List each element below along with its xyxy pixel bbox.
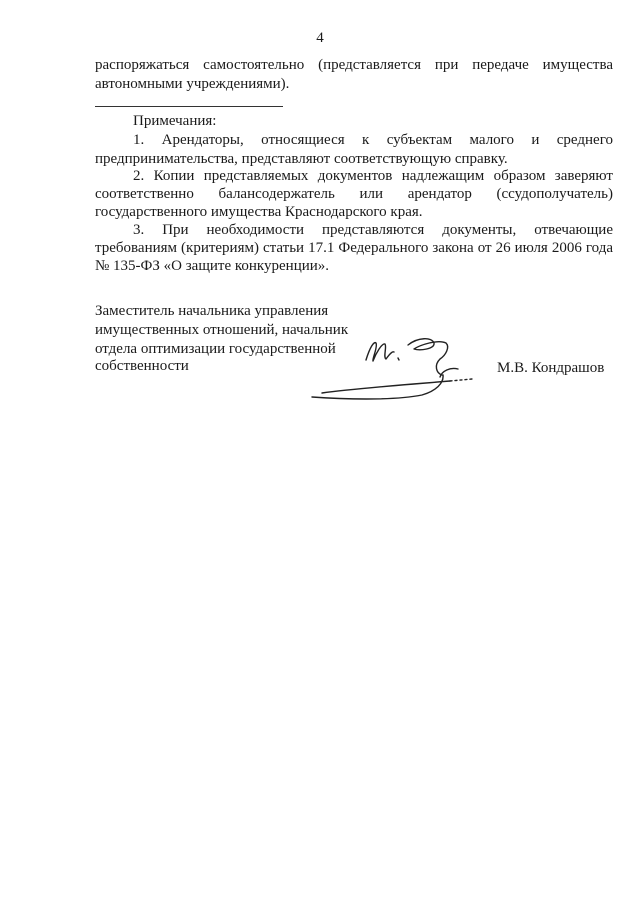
note-1-line-1: 1. Арендаторы, относящиеся к субъектам малого и среднего	[133, 132, 613, 148]
note-1-line-2: предпринимательства, представляют соответствующую справку.	[95, 151, 508, 167]
note-2-line-2: соответственно балансодержатель или арендатор (ссудополучатель)	[95, 186, 613, 202]
note-3-line-2: требованиям (критериям) статьи 17.1 Федерального закона от 26 июля 2006 года	[95, 240, 613, 256]
separator-rule	[95, 106, 283, 107]
note-2-line-3: государственного имущества Краснодарского края.	[95, 204, 423, 220]
signer-position-line-2: имущественных отношений, начальник	[95, 322, 349, 338]
intro-line-1: распоряжаться самостоятельно (представляется при передаче имущества	[95, 57, 613, 73]
handwritten-signature	[300, 325, 480, 405]
signer-name: М.В. Кондрашов	[497, 360, 605, 376]
signer-position-line-3: отдела оптимизации государственной	[95, 341, 336, 357]
notes-title: Примечания:	[133, 113, 217, 129]
note-3-line-3: № 135-ФЗ «О защите конкуренции».	[95, 258, 330, 274]
signer-position-line-1: Заместитель начальника управления	[95, 303, 329, 319]
note-3-line-1: 3. При необходимости представляются документы, отвечающие	[133, 222, 613, 238]
intro-line-2: автономными учреждениями).	[95, 76, 290, 92]
signer-position-line-4: собственности	[95, 358, 189, 374]
page-number: 4	[316, 30, 324, 46]
note-2-line-1: 2. Копии представляемых документов надлежащим образом заверяют	[133, 168, 613, 184]
